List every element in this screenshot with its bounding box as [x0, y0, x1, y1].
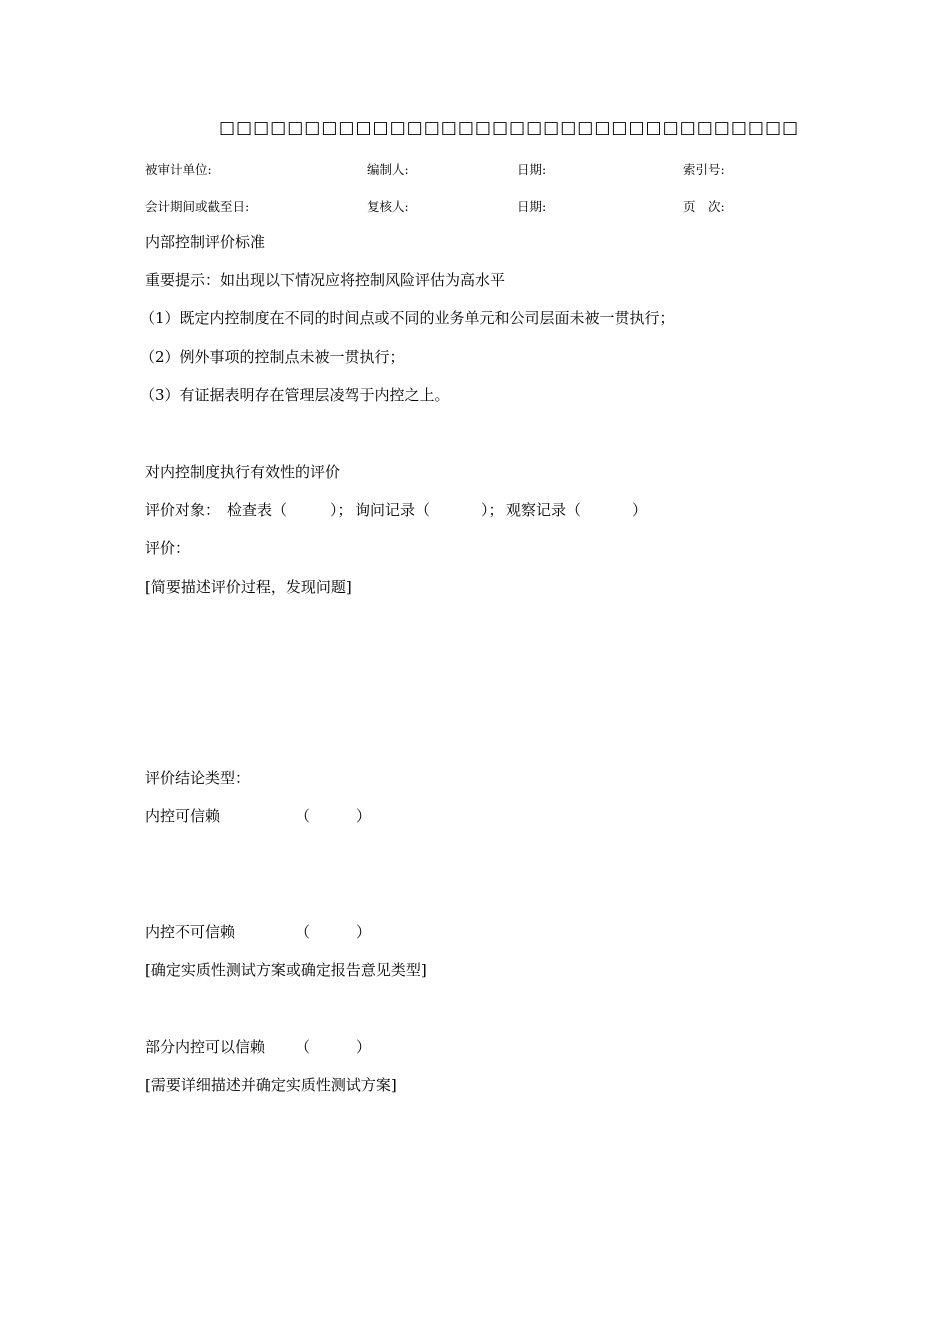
- observation-record-close: ）: [632, 501, 648, 519]
- partial-paren-close: ）: [356, 1038, 372, 1056]
- reliable-paren-open[interactable]: （: [295, 807, 311, 825]
- reviewer-label: 复核人:: [367, 199, 409, 214]
- checklist-label[interactable]: 检查表（: [227, 501, 288, 519]
- page-number-label: 页 次:: [683, 199, 725, 214]
- preparer-label: 编制人:: [367, 162, 409, 177]
- evaluation-hint: [简要描述评价过程，发现问题]: [145, 578, 352, 596]
- reliable-paren-close: ）: [356, 807, 372, 825]
- evaluation-heading: 对内控制度执行有效性的评价: [145, 463, 341, 481]
- partial-paren-open[interactable]: （: [295, 1038, 311, 1056]
- unreliable-option-label: 内控不可信赖: [145, 923, 236, 941]
- reliable-option-label: 内控可信赖: [145, 807, 221, 825]
- unreliable-paren-open[interactable]: （: [295, 923, 311, 941]
- period-label: 会计期间或截至日:: [145, 199, 250, 214]
- unreliable-paren-close: ）: [356, 923, 372, 941]
- observation-record-label[interactable]: 观察记录（: [506, 501, 582, 519]
- inquiry-record-close: ）；: [481, 501, 504, 519]
- criteria-item-1: （1）既定内控制度在不同的时间点或不同的业务单元和公司层面未被一贯执行；: [140, 309, 675, 327]
- date-label-1: 日期:: [517, 162, 547, 177]
- evaluation-label: 评价：: [145, 539, 191, 557]
- criteria-item-2: （2）例外事项的控制点未被一贯执行；: [140, 348, 405, 366]
- date-label-2: 日期:: [517, 199, 547, 214]
- evaluation-objects-label: 评价对象：: [145, 501, 221, 519]
- criteria-item-3: （3）有证据表明存在管理层凌驾于内控之上。: [140, 386, 450, 404]
- partial-option-label: 部分内控可以信赖: [145, 1038, 266, 1056]
- criteria-heading: 内部控制评价标准: [145, 233, 266, 251]
- auditee-label: 被审计单位:: [145, 162, 212, 177]
- index-label: 索引号:: [683, 162, 725, 177]
- inquiry-record-label[interactable]: 询问记录（: [355, 501, 431, 519]
- criteria-notice: 重要提示：如出现以下情况应将控制风险评估为高水平: [145, 271, 506, 289]
- unreliable-hint: [确定实质性测试方案或确定报告意见类型]: [145, 961, 427, 979]
- conclusion-heading: 评价结论类型：: [145, 769, 251, 787]
- partial-hint: [需要详细描述并确定实质性测试方案]: [145, 1076, 397, 1094]
- checklist-close: ）；: [330, 501, 353, 519]
- page-title: □□□□□□□□□□□□□□□□□□□□□□□□□□□□□□□□□□: [219, 118, 800, 138]
